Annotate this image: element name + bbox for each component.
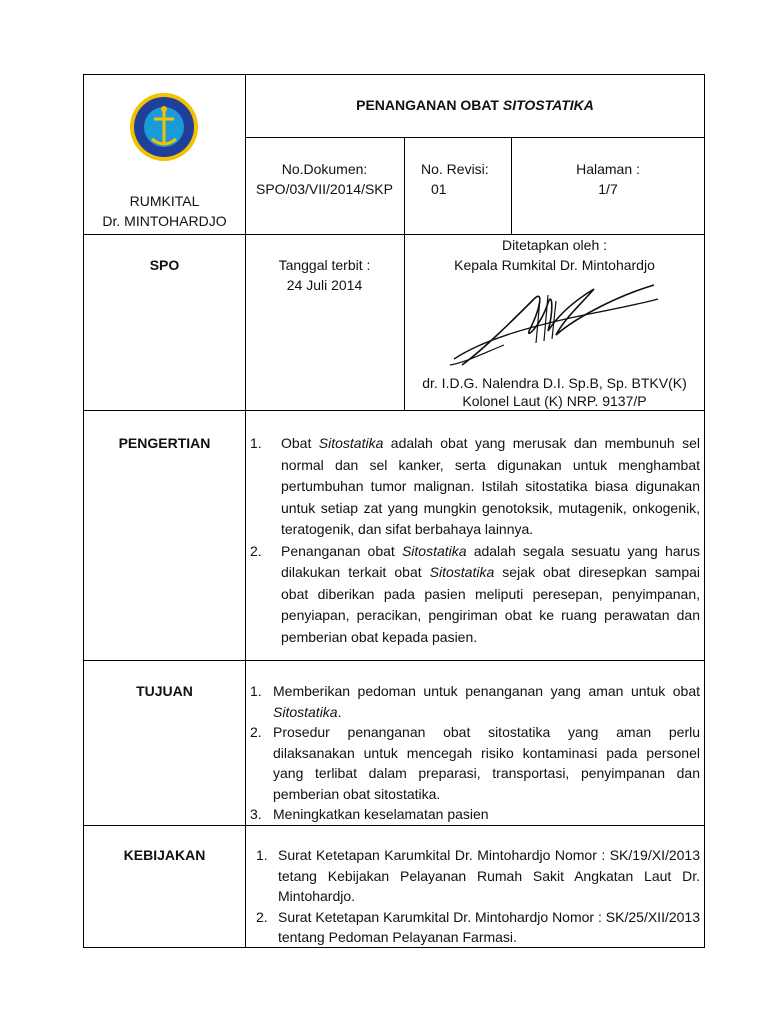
- rule-title-bottom: [245, 137, 705, 138]
- list-number: 2.: [250, 724, 262, 740]
- pengertian-label: PENGERTIAN: [118, 435, 211, 451]
- title-prefix: PENANGANAN OBAT: [356, 97, 503, 113]
- issue-date-label: Tanggal terbit :: [278, 257, 371, 273]
- approved-by-title: Kepala Rumkital Dr. Mintohardjo: [454, 257, 655, 273]
- item-italic: Sitostatika: [318, 435, 384, 451]
- item-text: .: [337, 703, 342, 720]
- hospital-logo: [128, 91, 200, 163]
- tujuan-list: [250, 681, 700, 825]
- revision-value: 01: [431, 181, 447, 197]
- list-number: 2.: [256, 908, 268, 925]
- signer-rank: Kolonel Laut (K) NRP. 9137/P: [462, 393, 647, 409]
- item-text: Obat: [281, 435, 319, 451]
- org-name-line1: RUMKITAL: [129, 193, 200, 209]
- item-text: Surat Ketetapan Karumkital Dr. Mintohardjo Nomor : SK/19/XI/2013 tetang Kebijakan Pelayanan Rumah Sakit Angkatan Laut Dr. Mintohardjo.: [278, 847, 700, 904]
- item-text: Memberikan pedoman untuk penanganan yang aman untuk obat: [273, 683, 700, 699]
- item-italic: Sitostatika: [273, 703, 338, 720]
- list-item: [256, 907, 700, 948]
- tujuan-label: TUJUAN: [136, 683, 193, 699]
- kebijakan-label: KEBIJAKAN: [123, 847, 206, 863]
- rule-left-column: [245, 75, 246, 948]
- item-italic: Sitostatika: [429, 564, 495, 580]
- list-item: [256, 845, 700, 907]
- spo-label: SPO: [149, 257, 180, 273]
- rule-pengertian-bottom: [84, 660, 705, 661]
- item-text: Meningkatkan keselamatan pasien: [273, 806, 489, 822]
- document-title: [245, 95, 705, 115]
- org-name-line2: Dr. MINTOHARDJO: [102, 213, 227, 229]
- doc-number-value: SPO/03/VII/2014/SKP: [256, 181, 393, 197]
- list-item: [250, 681, 700, 722]
- list-item: [250, 541, 700, 649]
- list-number: 1.: [250, 683, 262, 699]
- issue-date-value: 24 Juli 2014: [286, 277, 363, 293]
- list-number: 3.: [250, 806, 262, 822]
- signature: [444, 279, 664, 371]
- page-value: 1/7: [598, 181, 618, 197]
- revision-label: No. Revisi:: [421, 161, 489, 177]
- item-text: Prosedur penanganan obat sitostatika yang aman perlu dilaksanakan untuk mencegah risiko kontaminasi pada personel yang terlibat dalam preparasi, transportasi, penyimpanan dan pemberian obat sitostatika.: [273, 724, 700, 802]
- kebijakan-list: [256, 845, 700, 948]
- spo-document-table: [83, 74, 705, 948]
- doc-number-label: No.Dokumen:: [281, 161, 368, 177]
- list-number: 2.: [250, 542, 262, 559]
- approved-by-label: Ditetapkan oleh :: [501, 237, 608, 253]
- item-text: Surat Ketetapan Karumkital Dr. Mintohardjo Nomor : SK/25/XII/2013 tentang Pedoman Pelayanan Farmasi.: [278, 908, 700, 945]
- title-italic: SITOSTATIKA: [502, 97, 594, 113]
- page-label: Halaman :: [576, 161, 640, 177]
- item-text: adalah segala sesuatu yang harus dilakukan terkait obat: [281, 542, 700, 580]
- item-text: Penanganan obat: [281, 542, 402, 559]
- rule-tujuan-bottom: [84, 825, 705, 826]
- item-text: sejak obat diresepkan sampai obat diberikan pada pasien meliputi peresepan, penyimpanan, penyiapan, peracikan, pengiriman obat ke ruang perawatan dan pemberian obat kepada pasien.: [281, 564, 700, 645]
- signer-name: dr. I.D.G. Nalendra D.I. Sp.B, Sp. BTKV(K): [422, 375, 687, 391]
- list-item: [250, 722, 700, 804]
- pengertian-list: [250, 433, 700, 648]
- list-number: 1.: [250, 435, 262, 451]
- item-italic: Sitostatika: [401, 542, 467, 559]
- list-item: [250, 433, 700, 541]
- list-item: [250, 804, 700, 825]
- item-text: adalah obat yang merusak dan membunuh sel normal dan sel kanker, serta digunakan untuk menghambat pertumbuhan tumor malignan. Istilah sitostatika biasa digunakan untuk setiap zat yang mungkin genotoksik, mutagenik, onkogenik, teratogenik, dan sifat berbahaya lainnya.: [281, 435, 700, 537]
- list-number: 1.: [256, 847, 268, 863]
